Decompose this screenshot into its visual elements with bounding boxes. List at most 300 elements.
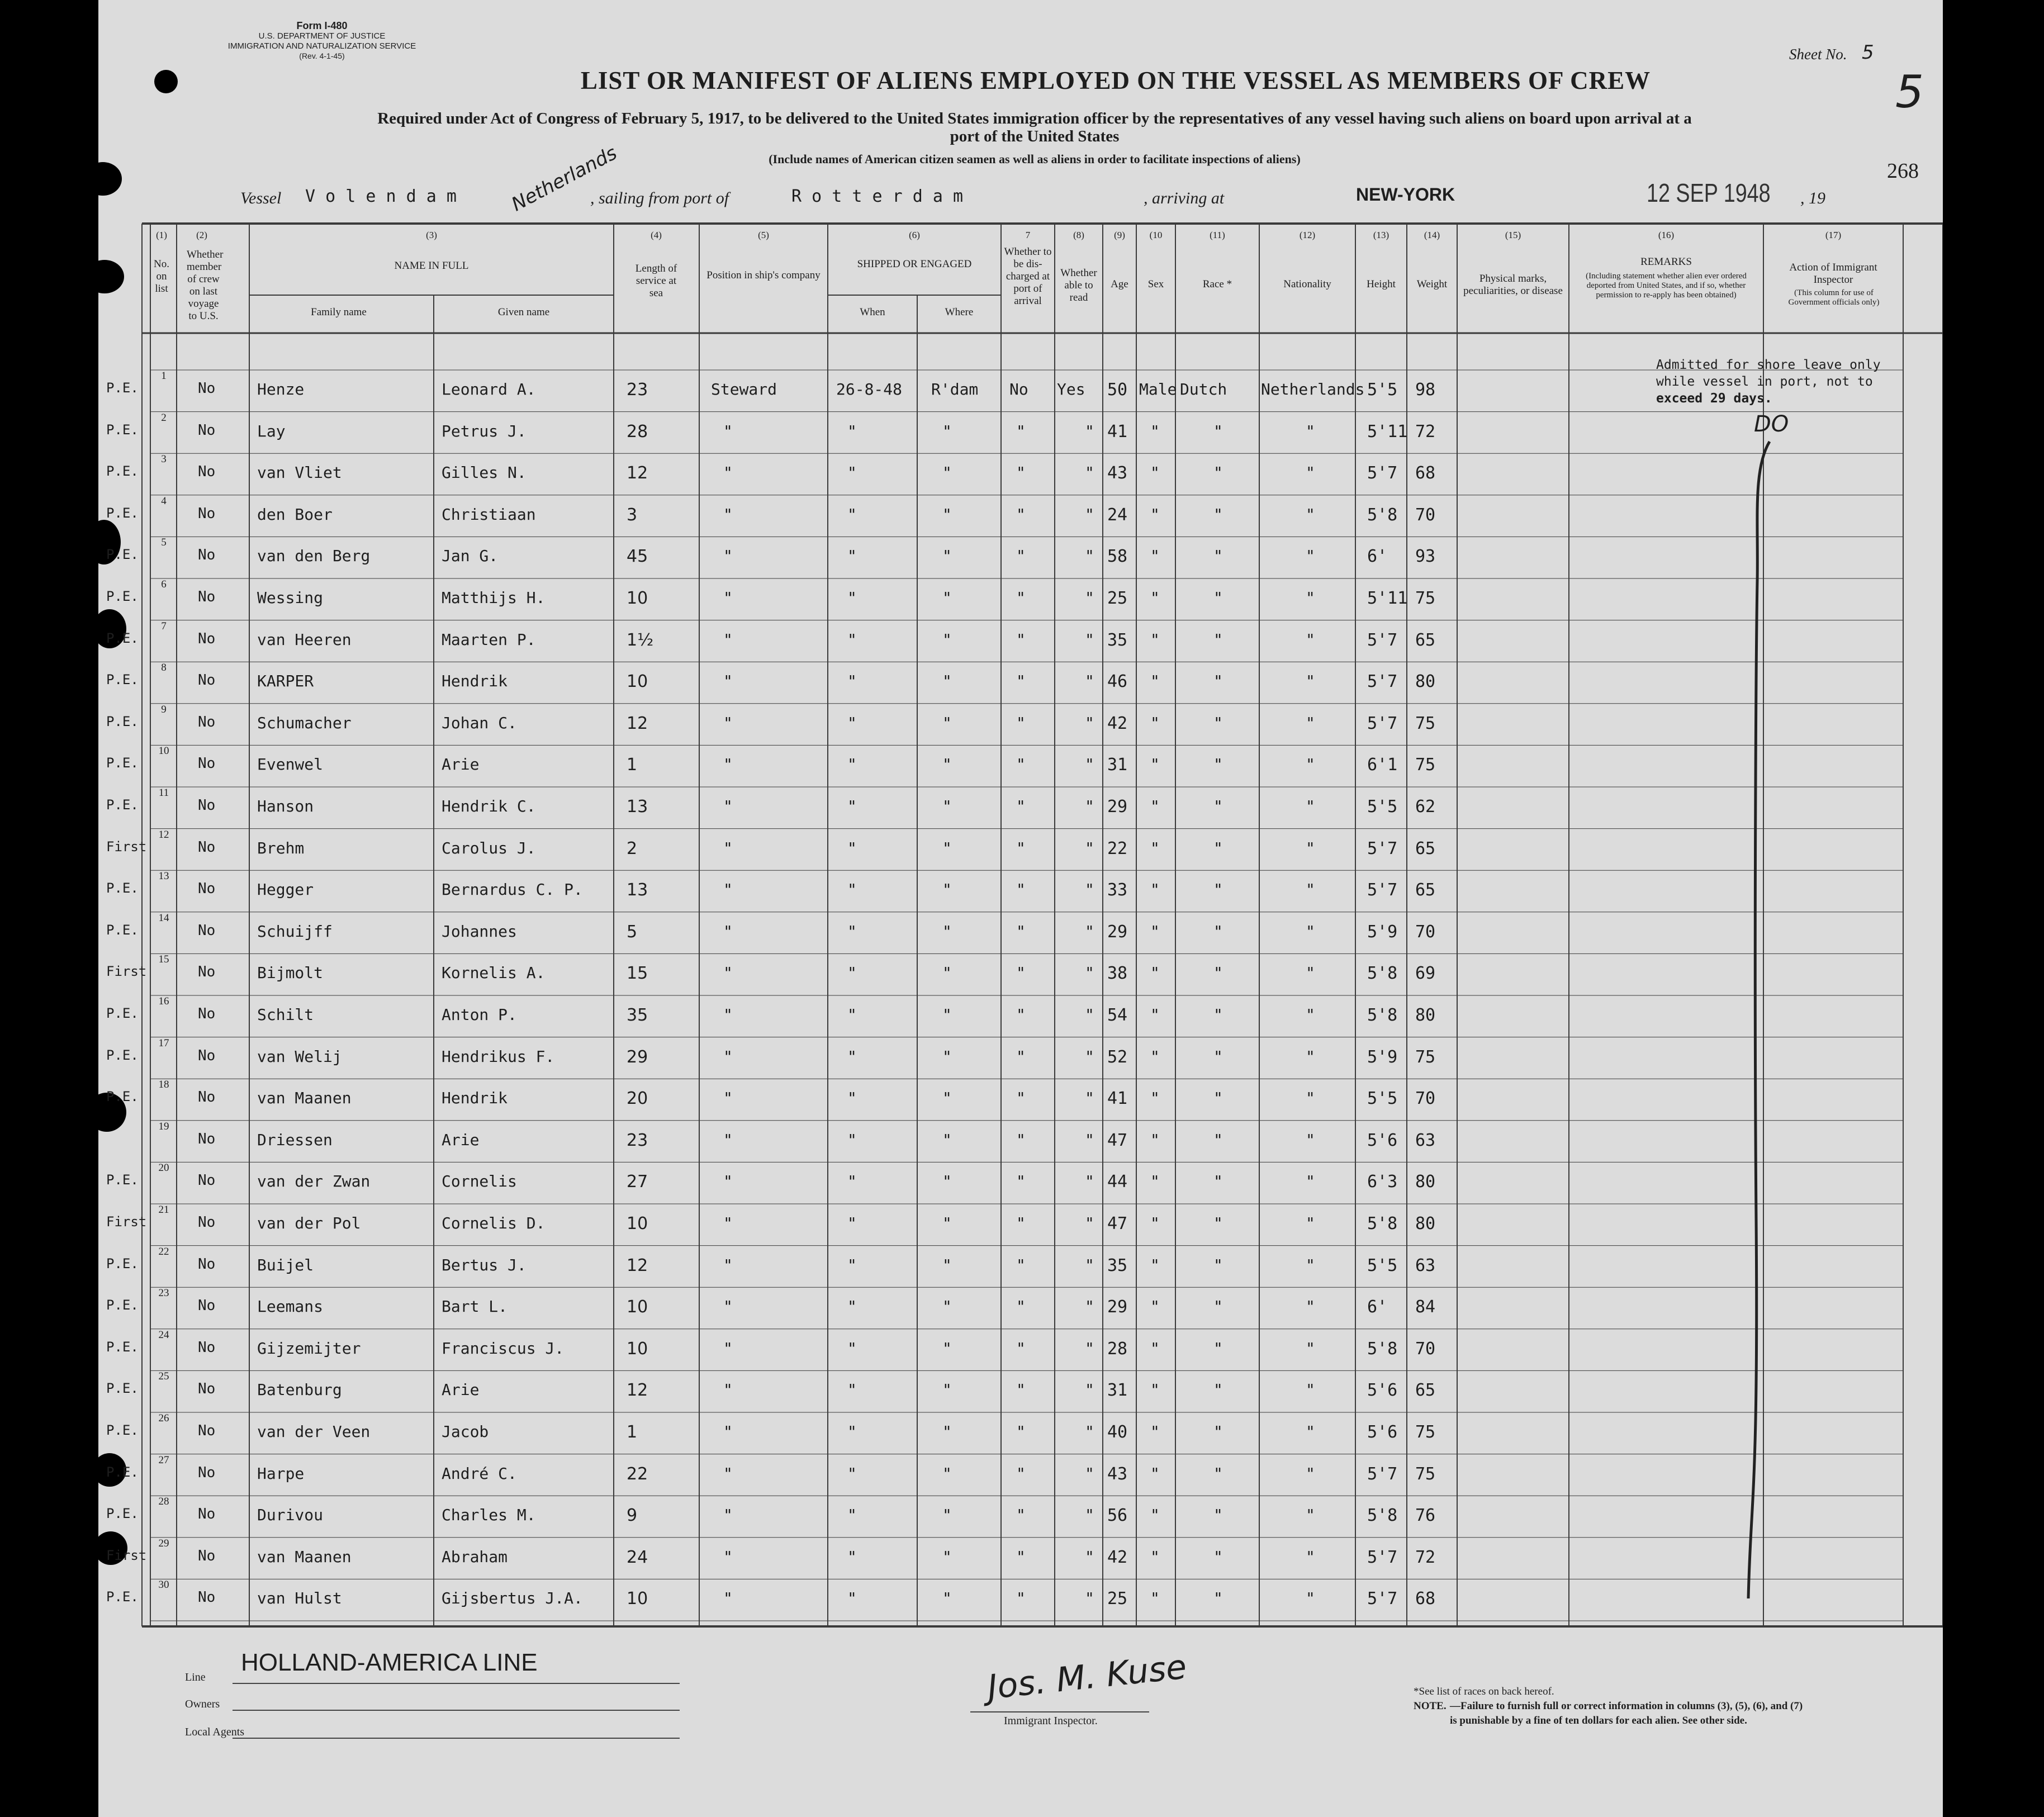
col6a-header: When xyxy=(860,306,885,318)
cell-when-ditto: " xyxy=(847,713,857,732)
cell-disch-ditto: " xyxy=(1016,589,1026,607)
cell-nat-ditto: " xyxy=(1306,1547,1315,1566)
cell-nat-ditto: " xyxy=(1306,797,1315,815)
cell-weight: 75 xyxy=(1415,1422,1436,1442)
cell-race-ditto: " xyxy=(1213,547,1223,566)
cell-family: van Vliet xyxy=(257,463,342,482)
cell-when-ditto: " xyxy=(847,1339,857,1358)
cell-mark: P.E. xyxy=(106,922,139,938)
cell-sex-ditto: " xyxy=(1150,1380,1160,1399)
cell-mark: P.E. xyxy=(106,797,139,813)
cell-read-ditto: " xyxy=(1085,1089,1094,1108)
col1-number: (1) xyxy=(156,230,167,240)
cell-prev: No xyxy=(198,1422,216,1439)
cell-when-ditto: " xyxy=(847,547,857,566)
cell-sex-ditto: " xyxy=(1150,421,1160,440)
table-row xyxy=(98,1454,1943,1500)
row-number: 8 xyxy=(161,662,167,674)
cell-when-ditto: " xyxy=(847,672,857,691)
row-number: 7 xyxy=(161,620,167,632)
col8-number: (8) xyxy=(1073,230,1084,240)
cell-height: 5'7 xyxy=(1367,463,1398,483)
cell-sex-ditto: " xyxy=(1150,1339,1160,1358)
cell-race-ditto: " xyxy=(1213,1547,1223,1566)
cell-age: 42 xyxy=(1107,1547,1128,1567)
line-label: Line xyxy=(185,1671,206,1683)
local-agents-label: Local Agents xyxy=(185,1726,245,1738)
cell-weight: 63 xyxy=(1415,1130,1436,1150)
cell-prev: No xyxy=(198,1089,216,1106)
row-number: 19 xyxy=(158,1120,169,1132)
cell-given: Bertus J. xyxy=(442,1255,527,1274)
cell-when-ditto: " xyxy=(847,838,857,857)
cell-service: 5 xyxy=(627,922,638,942)
cell-where-ditto: " xyxy=(942,755,952,774)
cell-mark: P.E. xyxy=(106,463,139,480)
row-number: 22 xyxy=(158,1245,169,1258)
cell-disch-ditto: " xyxy=(1016,505,1026,524)
cell-mark: P.E. xyxy=(106,755,139,771)
cell-age: 29 xyxy=(1107,922,1128,942)
cell-age: 58 xyxy=(1107,547,1128,567)
cell-position-ditto: " xyxy=(723,1297,733,1316)
cell-height: 5'7 xyxy=(1367,713,1398,733)
cell-race-ditto: " xyxy=(1213,964,1223,983)
col15-header: Physical marks, peculiarities, or disease xyxy=(1463,273,1563,297)
cell-race-ditto: " xyxy=(1213,589,1223,607)
cell-prev: No xyxy=(198,1380,216,1398)
cell-family: Driessen xyxy=(257,1130,333,1149)
cell-height: 5'7 xyxy=(1367,838,1398,858)
cell-height: 6' xyxy=(1367,1297,1388,1317)
cell-family: van Hulst xyxy=(257,1589,342,1608)
sheet-label: Sheet No. xyxy=(1789,46,1847,63)
cell-where-ditto: " xyxy=(942,1297,952,1316)
cell-age: 46 xyxy=(1107,672,1128,692)
cell-age: 41 xyxy=(1107,1089,1128,1109)
cell-position-ditto: " xyxy=(723,630,733,649)
cell-weight: 70 xyxy=(1415,922,1436,942)
cell-service: 12 xyxy=(627,1380,648,1401)
table-row xyxy=(98,453,1943,499)
cell-nat-ditto: " xyxy=(1306,1130,1315,1149)
cell-height: 5'7 xyxy=(1367,880,1398,900)
cell-prev: No xyxy=(198,1255,216,1273)
cell-read-ditto: " xyxy=(1085,547,1094,566)
cell-mark: P.E. xyxy=(106,380,139,396)
cell-position: Steward xyxy=(711,380,777,398)
cell-weight: 72 xyxy=(1415,1547,1436,1567)
cell-age: 43 xyxy=(1107,463,1128,483)
cell-service: 29 xyxy=(627,1047,648,1067)
cell-service: 10 xyxy=(627,1297,648,1317)
cell-race-ditto: " xyxy=(1213,1297,1223,1316)
cell-position-ditto: " xyxy=(723,755,733,774)
cell-height: 5'9 xyxy=(1367,922,1398,942)
cell-prev: No xyxy=(198,1506,216,1523)
cell-prev: No xyxy=(198,505,216,522)
col9-header: Age xyxy=(1111,278,1128,290)
cell-weight: 75 xyxy=(1415,589,1436,608)
cell-race-ditto: " xyxy=(1213,1339,1223,1358)
cell-when-ditto: " xyxy=(847,630,857,649)
cell-disch-ditto: " xyxy=(1016,1464,1026,1483)
cell-mark: P.E. xyxy=(106,1297,139,1313)
cell-given: Arie xyxy=(442,1130,480,1149)
cell-weight: 69 xyxy=(1415,964,1436,984)
cell-disch-ditto: " xyxy=(1016,672,1026,691)
subtitle-line-2: port of the United States xyxy=(950,127,1120,145)
cell-mark: First xyxy=(106,838,147,855)
cell-prev: No xyxy=(198,1297,216,1315)
cell-nat-ditto: " xyxy=(1306,922,1315,941)
row-number: 15 xyxy=(158,953,169,966)
cell-sex-ditto: " xyxy=(1150,1214,1160,1232)
cell-disch-ditto: " xyxy=(1016,547,1026,566)
cell-disch-ditto: " xyxy=(1016,755,1026,774)
cell-disch-ditto: " xyxy=(1016,1089,1026,1108)
col6b-header: Where xyxy=(945,306,974,318)
cell-when-ditto: " xyxy=(847,1172,857,1191)
cell-disch-ditto: " xyxy=(1016,1422,1026,1441)
cell-where-ditto: " xyxy=(942,713,952,732)
cell-given: Charles M. xyxy=(442,1506,536,1525)
cell-service: 10 xyxy=(627,1339,648,1359)
cell-sex-ditto: " xyxy=(1150,1547,1160,1566)
row-number: 9 xyxy=(161,703,167,715)
cell-prev: No xyxy=(198,589,216,605)
col16-number: (16) xyxy=(1658,230,1675,240)
table-row xyxy=(98,620,1943,666)
cell-mark: P.E. xyxy=(106,1464,139,1480)
cell-age: 29 xyxy=(1107,1297,1128,1317)
row-number: 16 xyxy=(158,995,169,1007)
cell-prev: No xyxy=(198,547,216,564)
cell-service: 10 xyxy=(627,1214,648,1234)
cell-height: 5'7 xyxy=(1367,630,1398,650)
cell-nat-ditto: " xyxy=(1306,1005,1315,1024)
cell-where-ditto: " xyxy=(942,922,952,941)
cell-where-ditto: " xyxy=(942,1089,952,1108)
cell-nat-ditto: " xyxy=(1306,1089,1315,1108)
row-number: 29 xyxy=(158,1537,169,1549)
col15-number: (15) xyxy=(1505,230,1521,240)
cell-weight: 76 xyxy=(1415,1506,1436,1526)
cell-position-ditto: " xyxy=(723,547,733,566)
cell-family: Henze xyxy=(257,380,305,398)
cell-disch-ditto: " xyxy=(1016,1339,1026,1358)
vessel-flag-note: Netherlands xyxy=(508,141,621,216)
cell-weight: 65 xyxy=(1415,838,1436,858)
cell-nat-ditto: " xyxy=(1306,463,1315,482)
cell-disch-ditto: " xyxy=(1016,421,1026,440)
cell-position-ditto: " xyxy=(723,1380,733,1399)
cell-when-ditto: " xyxy=(847,1005,857,1024)
cell-mark: P.E. xyxy=(106,630,139,646)
cell-weight: 70 xyxy=(1415,1339,1436,1359)
row-number: 1 xyxy=(161,370,167,382)
cell-height: 5'8 xyxy=(1367,964,1398,984)
cell-disch-ditto: " xyxy=(1016,1506,1026,1525)
cell-read-ditto: " xyxy=(1085,1589,1094,1608)
cell-service: 1 xyxy=(627,755,638,775)
cell-nat-ditto: " xyxy=(1306,547,1315,566)
form-number: Form I-480 xyxy=(296,20,348,31)
cell-position-ditto: " xyxy=(723,1506,733,1525)
row-number: 27 xyxy=(158,1454,169,1466)
col3-number: (3) xyxy=(426,230,437,240)
cell-family: van der Zwan xyxy=(257,1172,371,1191)
col16-subheader: (Including statement whether alien ever ordered deported from United States, and if so, whether permission to re-apply has been obtained) xyxy=(1586,272,1747,300)
cell-family: Buijel xyxy=(257,1255,314,1274)
cell-height: 5'7 xyxy=(1367,1547,1398,1567)
table-row xyxy=(98,953,1943,999)
cell-position-ditto: " xyxy=(723,964,733,983)
cell-service: 12 xyxy=(627,463,648,483)
cell-read-ditto: " xyxy=(1085,1047,1094,1066)
cell-sex-ditto: " xyxy=(1150,463,1160,482)
cell-read-ditto: " xyxy=(1085,1380,1094,1399)
cell-sex-ditto: " xyxy=(1150,672,1160,691)
cell-prev: No xyxy=(198,1130,216,1147)
subtitle-line-1: Required under Act of Congress of February 5, 1917, to be delivered to the United States immigration officer by the representatives of any vessel having such aliens on board upon arrival at a xyxy=(377,110,1692,127)
cell-where-ditto: " xyxy=(942,1130,952,1149)
cell-sex-ditto: " xyxy=(1150,1506,1160,1525)
cell-weight: 68 xyxy=(1415,1589,1436,1609)
cell-race-ditto: " xyxy=(1213,1589,1223,1608)
cell-when-ditto: " xyxy=(847,589,857,607)
cell-given: Maarten P. xyxy=(442,630,536,649)
cell-where-ditto: " xyxy=(942,1547,952,1566)
cell-read-ditto: " xyxy=(1085,797,1094,815)
cell-where-ditto: " xyxy=(942,1464,952,1483)
cell-service: 12 xyxy=(627,1255,648,1275)
cell-read-ditto: " xyxy=(1085,755,1094,774)
cell-service: 1 xyxy=(627,1422,638,1442)
cell-given: Gilles N. xyxy=(442,463,527,482)
cell-family: Schilt xyxy=(257,1005,314,1024)
col3a-header: Family name xyxy=(311,306,367,318)
cell-race-ditto: " xyxy=(1213,922,1223,941)
col14-header: Weight xyxy=(1416,278,1448,290)
cell-disch-ditto: " xyxy=(1016,713,1026,732)
cell-where-ditto: " xyxy=(942,630,952,649)
cell-read-ditto: " xyxy=(1085,1547,1094,1566)
cell-height: 5'5 xyxy=(1367,1255,1398,1275)
cell-given: Bernardus C. P. xyxy=(442,880,583,899)
cell-sex-ditto: " xyxy=(1150,922,1160,941)
cell-where-ditto: " xyxy=(942,1589,952,1608)
cell-family: van den Berg xyxy=(257,547,371,566)
cell-mark: P.E. xyxy=(106,713,139,729)
cell-nat-ditto: " xyxy=(1306,1422,1315,1441)
cell-when-ditto: " xyxy=(847,755,857,774)
cell-read: Yes xyxy=(1057,380,1085,398)
cell-weight: 80 xyxy=(1415,672,1436,692)
table-row xyxy=(98,1120,1943,1166)
cell-position-ditto: " xyxy=(723,1005,733,1024)
cell-service: 10 xyxy=(627,672,648,692)
cell-race-ditto: " xyxy=(1213,630,1223,649)
cell-position-ditto: " xyxy=(723,1464,733,1483)
cell-when-ditto: " xyxy=(847,1547,857,1566)
cell-height: 5'6 xyxy=(1367,1380,1398,1401)
cell-when-ditto: " xyxy=(847,964,857,983)
cell-where-ditto: " xyxy=(942,1214,952,1232)
cell-when-ditto: " xyxy=(847,797,857,815)
cell-weight: 63 xyxy=(1415,1255,1436,1275)
cell-age: 28 xyxy=(1107,1339,1128,1359)
cell-service: 15 xyxy=(627,964,648,984)
col3b-header: Given name xyxy=(497,306,550,318)
table-row xyxy=(98,662,1943,708)
cell-weight: 75 xyxy=(1415,713,1436,733)
cell-nat: Netherlands xyxy=(1261,380,1365,398)
col10-header: Sex xyxy=(1147,278,1164,290)
cell-sex: Male xyxy=(1139,380,1177,398)
cell-disch-ditto: " xyxy=(1016,838,1026,857)
cell-position-ditto: " xyxy=(723,463,733,482)
table-row xyxy=(98,411,1943,458)
row-number: 20 xyxy=(158,1162,169,1174)
cell-read-ditto: " xyxy=(1085,421,1094,440)
cell-mark: P.E. xyxy=(106,1422,139,1438)
cell-height: 5'8 xyxy=(1367,1339,1398,1359)
cell-read-ditto: " xyxy=(1085,1172,1094,1191)
cell-position-ditto: " xyxy=(723,1089,733,1108)
cell-nat-ditto: " xyxy=(1306,1464,1315,1483)
cell-position-ditto: " xyxy=(723,1172,733,1191)
cell-age: 50 xyxy=(1107,380,1128,400)
remarks-line-1: Admitted for shore leave only xyxy=(1656,358,1881,372)
table-row xyxy=(98,828,1943,875)
cell-sex-ditto: " xyxy=(1150,589,1160,607)
cell-prev: No xyxy=(198,838,216,856)
col4-number: (4) xyxy=(651,230,662,240)
cell-where-ditto: " xyxy=(942,1506,952,1525)
cell-mark: P.E. xyxy=(106,672,139,688)
cell-when-ditto: " xyxy=(847,1589,857,1608)
cell-read-ditto: " xyxy=(1085,1297,1094,1316)
cell-where-ditto: " xyxy=(942,1005,952,1024)
cell-position-ditto: " xyxy=(723,713,733,732)
cell-where-ditto: " xyxy=(942,964,952,983)
cell-family: Harpe xyxy=(257,1464,305,1483)
table-row xyxy=(98,1329,1943,1375)
cell-height: 6'3 xyxy=(1367,1172,1398,1192)
col11-number: (11) xyxy=(1210,230,1225,240)
cell-where-ditto: " xyxy=(942,1380,952,1399)
cell-height: 5'9 xyxy=(1367,1047,1398,1067)
cell-family: van Welij xyxy=(257,1047,342,1066)
cell-sex-ditto: " xyxy=(1150,1047,1160,1066)
cell-race-ditto: " xyxy=(1213,1464,1223,1483)
cell-age: 56 xyxy=(1107,1506,1128,1526)
row-number: 13 xyxy=(158,870,169,883)
cell-disch-ditto: " xyxy=(1016,1589,1026,1608)
cell-mark: P.E. xyxy=(106,1255,139,1272)
cell-read-ditto: " xyxy=(1085,672,1094,691)
cell-family: Bijmolt xyxy=(257,964,324,983)
cell-nat-ditto: " xyxy=(1306,1506,1315,1525)
cell-mark: P.E. xyxy=(106,547,139,563)
cell-weight: 98 xyxy=(1415,380,1436,400)
cell-mark: P.E. xyxy=(106,505,139,521)
sheet-number: 5 xyxy=(1862,41,1874,64)
cell-age: 22 xyxy=(1107,838,1128,858)
table-row xyxy=(98,703,1943,749)
cell-weight: 68 xyxy=(1415,463,1436,483)
cell-sex-ditto: " xyxy=(1150,630,1160,649)
cell-read-ditto: " xyxy=(1085,1005,1094,1024)
cell-sex-ditto: " xyxy=(1150,797,1160,815)
cell-age: 24 xyxy=(1107,505,1128,525)
cell-prev: No xyxy=(198,1339,216,1356)
cell-where-ditto: " xyxy=(942,1047,952,1066)
cell-where-ditto: " xyxy=(942,1255,952,1274)
inspector-label: Immigrant Inspector. xyxy=(1004,1715,1098,1727)
col12-header: Nationality xyxy=(1283,278,1331,290)
cell-mark: P.E. xyxy=(106,421,139,438)
page-title: LIST OR MANIFEST OF ALIENS EMPLOYED ON THE VESSEL AS MEMBERS OF CREW xyxy=(580,67,1651,94)
cell-nat-ditto: " xyxy=(1306,1589,1315,1608)
cell-read-ditto: " xyxy=(1085,713,1094,732)
cell-when-ditto: " xyxy=(847,1255,857,1274)
cell-disch-ditto: " xyxy=(1016,797,1026,815)
cell-mark: P.E. xyxy=(106,1005,139,1021)
cell-when-ditto: " xyxy=(847,421,857,440)
cell-read-ditto: " xyxy=(1085,1130,1094,1149)
cell-race-ditto: " xyxy=(1213,1005,1223,1024)
cell-when-ditto: " xyxy=(847,1047,857,1066)
cell-read-ditto: " xyxy=(1085,1339,1094,1358)
cell-read-ditto: " xyxy=(1085,880,1094,899)
cell-when-ditto: " xyxy=(847,922,857,941)
cell-where-ditto: " xyxy=(942,547,952,566)
cell-age: 25 xyxy=(1107,1589,1128,1609)
cell-prev: No xyxy=(198,1464,216,1481)
cell-disch-ditto: " xyxy=(1016,922,1026,941)
cell-prev: No xyxy=(198,1589,216,1606)
cell-sex-ditto: " xyxy=(1150,505,1160,524)
cell-given: Jan G. xyxy=(442,547,499,566)
cell-given: Matthijs H. xyxy=(442,589,546,607)
cell-height: 5'8 xyxy=(1367,1214,1398,1234)
cell-when-ditto: " xyxy=(847,505,857,524)
remarks-ditto-line xyxy=(1719,436,1786,1610)
arrival-port: NEW-YORK xyxy=(1356,184,1455,205)
row-number: 3 xyxy=(161,453,167,466)
cell-sex-ditto: " xyxy=(1150,755,1160,774)
cell-race-ditto: " xyxy=(1213,1089,1223,1108)
cell-race-ditto: " xyxy=(1213,797,1223,815)
cell-race-ditto: " xyxy=(1213,880,1223,899)
note-label: NOTE. xyxy=(1414,1700,1447,1712)
col13-header: Height xyxy=(1367,278,1396,290)
cell-position-ditto: " xyxy=(723,589,733,607)
cell-disch-ditto: " xyxy=(1016,964,1026,983)
cell-where-ditto: " xyxy=(942,505,952,524)
cell-family: Lay xyxy=(257,421,286,440)
cell-where-ditto: " xyxy=(942,421,952,440)
table-row xyxy=(98,578,1943,624)
cell-race-ditto: " xyxy=(1213,421,1223,440)
cell-disch-ditto: " xyxy=(1016,630,1026,649)
cell-race-ditto: " xyxy=(1213,1380,1223,1399)
cell-mark: P.E. xyxy=(106,1589,139,1605)
cell-where-ditto: " xyxy=(942,797,952,815)
cell-age: 35 xyxy=(1107,630,1128,650)
